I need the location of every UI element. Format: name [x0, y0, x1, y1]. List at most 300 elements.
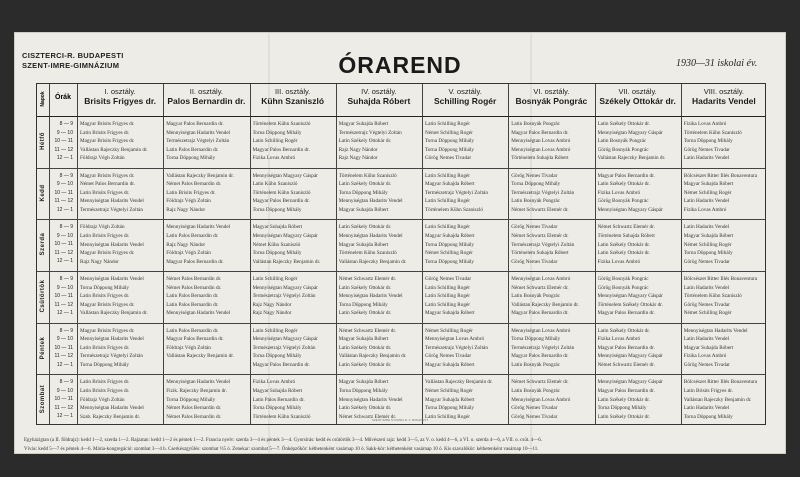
hour-list: [50, 275, 73, 318]
lesson-entry: Torna Döppong Mihály: [425, 405, 474, 412]
lesson-entry: Latin Brisits Frigyes dr.: [80, 129, 130, 136]
lesson-entry: Fizika Lovas Ambró: [252, 155, 296, 162]
timetable-cell: [425, 327, 506, 373]
hour-slot: 8 — 9: [59, 379, 73, 386]
lesson-entry: Fizika Lovas Ambró: [683, 121, 727, 127]
lesson-entry: Latin Székely Ottokár dr.: [597, 327, 650, 334]
timetable-cell: [166, 327, 247, 373]
lesson-entry: Latin Székely Ottokár dr.: [597, 396, 650, 403]
lesson-entry: Magyar Suhajda Róbert: [338, 379, 389, 386]
lesson-entry: Torna Döppong Mihály: [252, 250, 302, 257]
timetable-cell: [339, 172, 420, 218]
lesson-entry: Latin Hadarits Vendel: [683, 155, 730, 162]
lesson-entry: Természetrajz Végtelyi Zoltán: [252, 344, 316, 351]
lesson-entry: Magyar Suhajda Róbert: [338, 121, 389, 127]
lesson-entry: Latin Bosnyák Pongrác: [511, 362, 560, 369]
class-teacher: Hadarits Vendel: [691, 96, 756, 106]
lesson-entry: Mennyiségtan Magyary Gáspár: [252, 336, 318, 343]
lesson-entry: Torna Döppong Mihály: [166, 155, 216, 162]
lesson-entry: Mennyiségtan Hadarits Vendel: [338, 293, 403, 300]
lesson-entry: Latin Brisits Frigyes dr.: [80, 344, 130, 351]
class-name: VII. osztály.: [618, 87, 657, 96]
lesson-entry: Magyar Palos Bernardin dr.: [252, 362, 310, 369]
lesson-entry: Görög Nemes Tivadar: [511, 172, 558, 179]
lesson-entry: Mennyiségtan Magyary Gáspár: [597, 129, 663, 136]
class-name: III. osztály.: [274, 87, 311, 96]
hour-slot: 8 — 9: [59, 172, 73, 179]
lesson-entry: Természetrajz Végtelyi Zoltán: [80, 353, 143, 360]
lesson-entry: Magyar Suhajda Róbert: [425, 181, 475, 188]
days-header: Napok: [40, 91, 46, 107]
lesson-entry: Történelem Kühn Szaniszló: [252, 413, 311, 420]
lesson-entry: Történelem Kühn Szaniszló: [683, 129, 742, 136]
lesson-entry: Német Schwartz Elemér dr.: [511, 284, 569, 291]
lesson-entry: Torna Döppong Mihály: [425, 258, 474, 265]
lesson-entry: Latin Brisits Frigyes dr.: [683, 387, 734, 394]
lesson-entry: Történelem Székely Ottokár dr.: [597, 301, 663, 308]
lesson-entry: Vallástan Rajeczky Benjamin dr.: [683, 396, 752, 403]
lesson-entry: Német Palos Bernardin dr.: [166, 405, 222, 412]
lesson-entry: Görög Bosnyák Pongrác: [597, 284, 649, 291]
lesson-entry: Mennyiségtan Magyary Gáspár: [252, 232, 318, 239]
lesson-entry: Német Schwartz Elemér dr.: [597, 224, 655, 231]
lesson-entry: Fizika Lovas Ambró: [597, 189, 641, 196]
footer-line-1: Egyházigtan (a II. földrajz): kedd 1—2, szerda 1—2. Rajzatan: kedd 1—2 és péntek 1—2. Francia nyelv: szerda 3—4 és péntek 3—4. Gyorsírás: kedd és csütörtök 3—4. Művészeti rajz: kedd 3—5, az V. o. kedd 4—6, a VI. o. szerda 4—6, a VII. o. csüt. 4—6.: [24, 438, 542, 443]
lesson-entry: Német Schilling Rogér: [425, 327, 473, 334]
lesson-entry: Latin Schilling Rogér: [252, 327, 298, 334]
timetable-cell: [598, 172, 679, 218]
timetable-cell: [511, 172, 592, 218]
lesson-entry: Latin Schilling Rogér: [425, 198, 470, 205]
lesson-entry: Latin Brisits Frigyes dr.: [80, 189, 130, 196]
lesson-entry: Történelem Suhajda Róbert: [511, 155, 569, 162]
grid-line: [37, 323, 765, 324]
lesson-entry: Történelem Kühn Szaniszló: [338, 172, 397, 179]
grid-line: [37, 219, 765, 220]
hour-slot: 9 — 10: [56, 232, 73, 239]
timetable-cell: [425, 172, 506, 218]
lesson-entry: Vallástan Rajeczky Benjamin dr.: [425, 379, 493, 386]
lesson-entry: Latin Székely Ottokár dr.: [597, 413, 650, 420]
lesson-entry: Latin Brisits Frigyes dr.: [80, 379, 130, 386]
lesson-entry: Német Schilling Rogér: [425, 387, 473, 394]
timetable-cell: [253, 223, 334, 269]
lesson-entry: Mennyiségtan Hadarits Vendel: [80, 198, 144, 205]
lesson-entry: Vallástan Rajeczky Benjamin dr.: [252, 258, 321, 265]
lesson-entry: Latin Székely Ottokár dr.: [338, 362, 392, 369]
hour-slot: 12 — 1: [56, 155, 73, 161]
lesson-entry: Földrajz Végh Zoltán: [166, 344, 211, 351]
hour-slot: 11 — 12: [54, 404, 73, 411]
lesson-entry: Latin Székely Ottokár dr.: [338, 405, 392, 412]
lesson-entry: Magyar Suhajda Róbert: [338, 207, 389, 214]
timetable-cell: [684, 275, 765, 321]
lesson-entry: Magyar Palos Bernardin dr.: [511, 129, 569, 136]
lesson-entry: Természetrajz Végtelyi Zoltán: [166, 138, 230, 145]
hour-slot: 9 — 10: [56, 387, 73, 394]
class-header: [336, 87, 422, 106]
hour-slot: 9 — 10: [56, 129, 73, 136]
lesson-entry: Magyar Suhajda Róbert: [338, 241, 389, 248]
lesson-entry: Vallástan Rajeczky Benjamin dr.: [166, 172, 234, 179]
hours-header: Órák: [55, 94, 71, 101]
hour-slot: 10 — 11: [54, 396, 73, 403]
lesson-entry: Természetrajz Végtelyi Zoltán: [511, 189, 575, 196]
lesson-entry: Magyar Palos Bernardin dr.: [252, 198, 310, 205]
lesson-entry: Fizika Lovas Ambró: [252, 379, 296, 386]
hour-list: [50, 327, 73, 370]
lesson-entry: Rajz Nagy Nándor: [252, 301, 292, 308]
lesson-entry: Rajz Nagy Nándor: [252, 310, 292, 317]
lesson-entry: Mennyiségtan Hadarits Vendel: [166, 224, 231, 231]
lesson-entry: Vallástan Rajeczky Benjamin dr.: [80, 146, 148, 153]
lesson-entry: Magyar Suhajda Róbert: [683, 181, 734, 188]
lesson-entry: Latin Brisits Frigyes dr.: [80, 293, 130, 300]
lesson-entry: Magyar Palos Bernardin dr.: [597, 344, 655, 351]
lesson-entry: Görög Nemes Tivadar: [511, 405, 558, 412]
lesson-entry: Magyar Palos Bernardin dr.: [511, 353, 569, 360]
lesson-entry: Német Schwartz Elemér dr.: [511, 379, 569, 386]
class-header: [508, 87, 594, 106]
grid-line: [250, 84, 251, 424]
lesson-entry: Torna Döppong Mihály: [252, 405, 302, 412]
lesson-entry: Természetrajz Végtelyi Zoltán: [252, 293, 316, 300]
lesson-entry: Magyar Suhajda Róbert: [425, 232, 475, 239]
lesson-entry: Latin Schilling Rogér: [252, 276, 298, 282]
lesson-entry: Latin Schilling Rogér: [252, 138, 298, 145]
lesson-entry: Német Schwartz Elemér dr.: [511, 207, 569, 214]
hour-slot: 9 — 10: [56, 181, 73, 188]
lesson-entry: Magyar Palos Bernardin dr.: [597, 387, 655, 394]
hour-list: [50, 378, 73, 421]
day-label: Hétfő: [40, 131, 46, 150]
lesson-entry: Bölcsészet Ritter Illés Bonaventura: [683, 379, 758, 386]
hour-slot: 8 — 9: [59, 121, 73, 127]
lesson-entry: Földrajz Végh Zoltán: [80, 155, 125, 162]
timetable-cell: [253, 275, 334, 321]
timetable-cell: [425, 120, 506, 166]
timetable-cell: [425, 223, 506, 269]
timetable-cell: [80, 223, 161, 269]
lesson-entry: Mennyiségtan Lovas Ambró: [511, 138, 571, 145]
timetable-cell: [80, 275, 161, 321]
lesson-entry: Természetrajz Végtelyi Zoltán: [511, 344, 575, 351]
lesson-entry: Német Schwartz Elemér dr.: [338, 327, 397, 334]
hour-list: [50, 172, 73, 215]
lesson-entry: Torna Döppong Mihály: [338, 301, 388, 308]
hour-slot: 11 — 12: [54, 146, 73, 153]
lesson-entry: Magyar Palos Bernardin dr.: [166, 336, 224, 343]
timetable-cell: [166, 223, 247, 269]
lesson-entry: Történelem Kühn Szaniszló: [683, 293, 742, 300]
lesson-entry: Német Schilling Rogér: [683, 241, 732, 248]
grid-line: [77, 84, 78, 424]
lesson-entry: Torna Döppong Mihály: [80, 362, 129, 369]
timetable-cell: [598, 275, 679, 321]
lesson-entry: Német Schwartz Elemér dr.: [511, 232, 569, 239]
lesson-entry: Magyar Suhajda Róbert: [683, 232, 734, 239]
lesson-entry: Latin Székely Ottokár dr.: [338, 310, 392, 317]
lesson-entry: Földrajz Végh Zoltán: [166, 250, 211, 257]
hour-slot: 12 — 1: [56, 413, 73, 420]
lesson-entry: Bölcsészet Ritter Illés Bonaventura: [683, 172, 758, 179]
hour-slot: 10 — 11: [54, 344, 73, 351]
class-teacher: Palos Bernardin dr.: [167, 96, 246, 106]
lesson-entry: Magyar Brisits Frigyes dr.: [80, 172, 135, 179]
lesson-entry: Magyar Palos Bernardin dr.: [252, 146, 310, 153]
lesson-entry: Latin Székely Ottokár dr.: [597, 250, 650, 257]
lesson-entry: Latin Palos Bernardin dr.: [166, 146, 219, 153]
footer-notes: [24, 437, 776, 454]
lesson-entry: Fizika Lovas Ambró: [597, 336, 641, 343]
lesson-entry: Latin Bosnyák Pongrác: [597, 138, 647, 145]
lesson-entry: Mennyiségtan Hadarits Vendel: [80, 276, 144, 282]
lesson-entry: Latin Schilling Rogér: [425, 284, 470, 291]
lesson-entry: Torna Döppong Mihály: [338, 189, 388, 196]
lesson-entry: Történelem Suhajda Róbert: [511, 250, 569, 257]
hour-slot: 8 — 9: [59, 224, 73, 231]
timetable-cell: [80, 172, 161, 218]
lesson-entry: Mennyiségtan Lovas Ambró: [511, 327, 571, 334]
grid-line: [37, 374, 765, 375]
lesson-entry: Latin Székely Ottokár dr.: [338, 181, 392, 188]
lesson-entry: Történelem Kühn Szaniszló: [338, 250, 397, 257]
grid-line: [163, 84, 164, 424]
lesson-entry: Latin Schilling Rogér: [425, 293, 470, 300]
class-teacher: Székely Ottokár dr.: [599, 96, 676, 106]
lesson-entry: Torna Döppong Mihály: [252, 207, 302, 214]
class-name: IV. osztály.: [361, 87, 397, 96]
lesson-entry: Mennyiségtan Hadarits Vendel: [338, 232, 403, 239]
lesson-entry: Latin Bosnyák Pongrác: [511, 198, 560, 205]
lesson-entry: Latin Palos Bernardin dr.: [166, 301, 219, 308]
lesson-entry: Természetrajz Végtelyi Zoltán: [511, 241, 575, 248]
lesson-entry: Torna Döppong Mihály: [425, 241, 474, 248]
lesson-entry: Görög Nemes Tivadar: [425, 276, 472, 282]
timetable-cell: [598, 327, 679, 373]
lesson-entry: Mennyiségtan Magyary Gáspár: [597, 207, 663, 214]
timetable-cell: [253, 172, 334, 218]
timetable-cell: [598, 120, 679, 166]
timetable-cell: [253, 327, 334, 373]
lesson-entry: Történelem Suhajda Róbert: [597, 232, 655, 239]
hour-slot: 11 — 12: [54, 301, 73, 308]
lesson-entry: Mennyiségtan Hadarits Vendel: [166, 129, 231, 136]
timetable-cell: [511, 327, 592, 373]
grid-line: [37, 168, 765, 169]
class-header: [681, 87, 767, 106]
class-teacher: Schilling Rogér: [433, 96, 497, 106]
lesson-entry: Mennyiségtan Hadarits Vendel: [683, 327, 748, 334]
lesson-entry: Vallástan Rajeczky Benjamin dr.: [338, 353, 407, 360]
class-name: V. osztály.: [448, 87, 482, 96]
lesson-entry: Latin Kühn Szaniszló: [252, 181, 298, 188]
lesson-entry: Torna Döppong Mihály: [683, 138, 733, 145]
lesson-entry: Vallástan Rajeczky Benjamin dr.: [511, 301, 579, 308]
lesson-entry: Görög Nemes Tivadar: [511, 224, 558, 231]
day-label: Péntek: [40, 336, 46, 359]
timetable-cell: [80, 120, 161, 166]
timetable-cell: [339, 327, 420, 373]
lesson-entry: Bölcsészet Ritter Illés Bonaventura: [683, 276, 758, 282]
day-label: Szerda: [40, 232, 46, 256]
class-name: I. osztály.: [104, 87, 136, 96]
lesson-entry: Rajz Nagy Nándor: [80, 258, 119, 265]
lesson-entry: Latin Székely Ottokár dr.: [338, 224, 392, 231]
hour-slot: 10 — 11: [54, 293, 73, 299]
hour-slot: 12 — 1: [56, 258, 73, 265]
lesson-entry: Német Schwartz Elemér dr.: [338, 276, 397, 282]
class-header: [163, 87, 249, 106]
hour-slot: 11 — 12: [54, 249, 73, 256]
lesson-entry: Mennyiségtan Magyary Gáspár: [597, 293, 663, 300]
lesson-entry: Latin Schilling Rogér: [425, 301, 470, 308]
lesson-entry: Torna Döppong Mihály: [80, 284, 129, 291]
timetable-cell: [684, 327, 765, 373]
lesson-entry: Latin Hadarits Vendel: [683, 284, 730, 291]
lesson-entry: Latin Hadarits Vendel: [683, 224, 730, 231]
lesson-entry: Mennyiségtan Lovas Ambró: [425, 336, 485, 343]
grid-line: [37, 116, 765, 117]
class-teacher: Suhajda Róbert: [347, 96, 411, 106]
lesson-entry: Német Palos Bernardin dr.: [166, 276, 222, 282]
lesson-entry: Torna Döppong Mihály: [338, 387, 388, 394]
lesson-entry: Magyar Brisits Frigyes dr.: [80, 301, 135, 308]
page-title: ÓRAREND: [338, 52, 462, 78]
lesson-entry: Mennyiségtan Hadarits Vendel: [166, 379, 231, 386]
lesson-entry: Latin Brisits Frigyes dr.: [80, 387, 130, 394]
lesson-entry: Mennyiségtan Hadarits Vendel: [166, 310, 231, 317]
lesson-entry: Fizika Lovas Ambró: [683, 207, 727, 214]
school-year: 1930—31 iskolai év.: [676, 58, 758, 69]
lesson-entry: Görög Nemes Tivadar: [511, 258, 558, 265]
lesson-entry: Magyar Suhajda Róbert: [425, 310, 475, 317]
timetable-cell: [511, 223, 592, 269]
lesson-entry: Görög Bosnyák Pongrác: [597, 146, 649, 153]
lesson-entry: Magyar Palos Bernardin dr.: [511, 310, 569, 317]
lesson-entry: Latin Székely Ottokár dr.: [338, 138, 392, 145]
hour-slot: 8 — 9: [59, 327, 73, 334]
lesson-entry: Latin Brisits Frigyes dr.: [166, 189, 216, 196]
lesson-entry: Mennyiségtan Hadarits Vendel: [338, 198, 403, 205]
lesson-entry: Magyar Suhajda Róbert: [425, 362, 475, 369]
lesson-entry: Mennyiségtan Lovas Ambró: [511, 146, 571, 153]
lesson-entry: Német Schilling Rogér: [683, 189, 732, 196]
lesson-entry: Természetrajz Végtelyi Zoltán: [338, 129, 402, 136]
timetable-cell: [425, 275, 506, 321]
lesson-entry: Mennyiségtan Lovas Ambró: [511, 396, 571, 403]
grid-line: [336, 84, 337, 424]
lesson-entry: Magyar Palos Bernardin dr.: [166, 121, 224, 127]
lesson-entry: Mennyiségtan Magyary Gáspár: [252, 284, 318, 291]
grid-line: [37, 271, 765, 272]
lesson-entry: Szab. Rajeczky Benjamin dr.: [80, 413, 141, 420]
lesson-entry: Latin Palos Bernardin dr.: [166, 232, 219, 239]
lesson-entry: Német Palos Bernardin dr.: [166, 284, 222, 291]
grid-line: [595, 84, 596, 424]
lesson-entry: Német Palos Bernardin dr.: [166, 181, 222, 188]
timetable-cell: [166, 275, 247, 321]
lesson-entry: Torna Döppong Mihály: [425, 138, 474, 145]
lesson-entry: Görög Nemes Tivadar: [683, 301, 730, 308]
lesson-entry: Mennyiségtan Magyary Gáspár: [597, 379, 663, 386]
lesson-entry: Vallástan Rajeczky Benjamin dr.: [597, 155, 666, 162]
lesson-entry: Történelem Kühn Szaniszló: [252, 121, 311, 127]
timetable-cell: [339, 223, 420, 269]
lesson-entry: Görög Bosnyák Pongrác: [597, 198, 649, 205]
lesson-entry: Torna Döppong Mihály: [597, 405, 647, 412]
timetable-cell: [684, 223, 765, 269]
lesson-entry: Görög Nemes Tivadar: [511, 413, 558, 420]
lesson-entry: Mennyiségtan Hadarits Vendel: [338, 396, 403, 403]
lesson-entry: Latin Bosnyák Pongrác: [511, 387, 560, 394]
lesson-entry: Latin Schilling Rogér: [425, 413, 470, 420]
lesson-entry: Történelem Kühn Szaniszló: [252, 189, 311, 196]
hour-list: [50, 120, 73, 163]
lesson-entry: Torna Döppong Mihály: [166, 396, 216, 403]
school-name-line-2: SZENT-IMRE-GIMNÁZIUM: [22, 61, 120, 70]
lesson-entry: Rajz Nagy Nándor: [338, 146, 378, 153]
hour-slot: 8 — 9: [59, 276, 73, 282]
lesson-entry: Német Schwartz Elemér dr.: [597, 362, 655, 369]
lesson-entry: Latin Hadarits Vendel: [683, 198, 730, 205]
class-name: VIII. osztály.: [703, 87, 745, 96]
lesson-entry: Torna Döppong Mihály: [683, 250, 733, 257]
timetable-cell: [166, 172, 247, 218]
lesson-entry: Mennyiségtan Magyary Gáspár: [597, 353, 663, 360]
lesson-entry: Latin Schilling Rogér: [425, 224, 470, 231]
class-header: [595, 87, 681, 106]
lesson-entry: Latin Székely Ottokár dr.: [338, 284, 392, 291]
grid-line: [422, 84, 423, 424]
lesson-entry: Magyar Palos Bernardin dr.: [597, 172, 655, 179]
hour-slot: 12 — 1: [56, 361, 73, 368]
lesson-entry: Magyar Suhajda Róbert: [425, 396, 475, 403]
grid-line: [681, 84, 682, 424]
timetable-grid: [36, 83, 766, 425]
lesson-entry: Torna Döppong Mihály: [252, 129, 302, 136]
day-label: Csütörtök: [40, 279, 46, 313]
hour-slot: 10 — 11: [54, 138, 73, 144]
timetable-cell: [598, 223, 679, 269]
lesson-entry: Magyar Brisits Frigyes dr.: [80, 138, 135, 145]
lesson-entry: Vallástan Rajeczky Benjamin dr.: [166, 353, 234, 360]
lesson-entry: Magyar Palos Bernardin dr.: [597, 310, 655, 317]
lesson-entry: Fizika Lovas Ambró: [683, 353, 727, 360]
lesson-entry: Német Schilling Rogér: [683, 310, 732, 317]
lesson-entry: Német Kühn Szaniszló: [252, 241, 301, 248]
class-header: [422, 87, 508, 106]
hour-slot: 9 — 10: [56, 336, 73, 343]
lesson-entry: Latin Hadarits Vendel: [683, 336, 730, 343]
lesson-entry: Mennyiségtan Hadarits Vendel: [80, 336, 144, 343]
hour-slot: 10 — 11: [54, 241, 73, 248]
lesson-entry: Latin Bosnyák Pongrác: [511, 121, 560, 127]
lesson-entry: Mennyiségtan Lovas Ambró: [511, 276, 571, 282]
lesson-entry: Latin Székely Ottokár dr.: [597, 121, 650, 127]
lesson-entry: Torna Döppong Mihály: [511, 181, 561, 188]
lesson-entry: Mennyiségtan Hadarits Vendel: [80, 241, 144, 248]
timetable-cell: [339, 275, 420, 321]
lesson-entry: Földrajz Végh Zoltán: [166, 198, 211, 205]
timetable-cell: [80, 327, 161, 373]
lesson-entry: Rajz Nagy Nándor: [338, 155, 378, 162]
lesson-entry: Mennyiségtan Magyary Gáspár: [252, 172, 318, 179]
lesson-entry: Rajz Nagy Nándor: [166, 241, 206, 248]
lesson-entry: Latin Brisits Frigyes dr.: [80, 232, 130, 239]
school-name-line-1: CISZTERCI-R. BUDAPESTI: [22, 51, 124, 60]
class-name: II. osztály.: [189, 87, 223, 96]
